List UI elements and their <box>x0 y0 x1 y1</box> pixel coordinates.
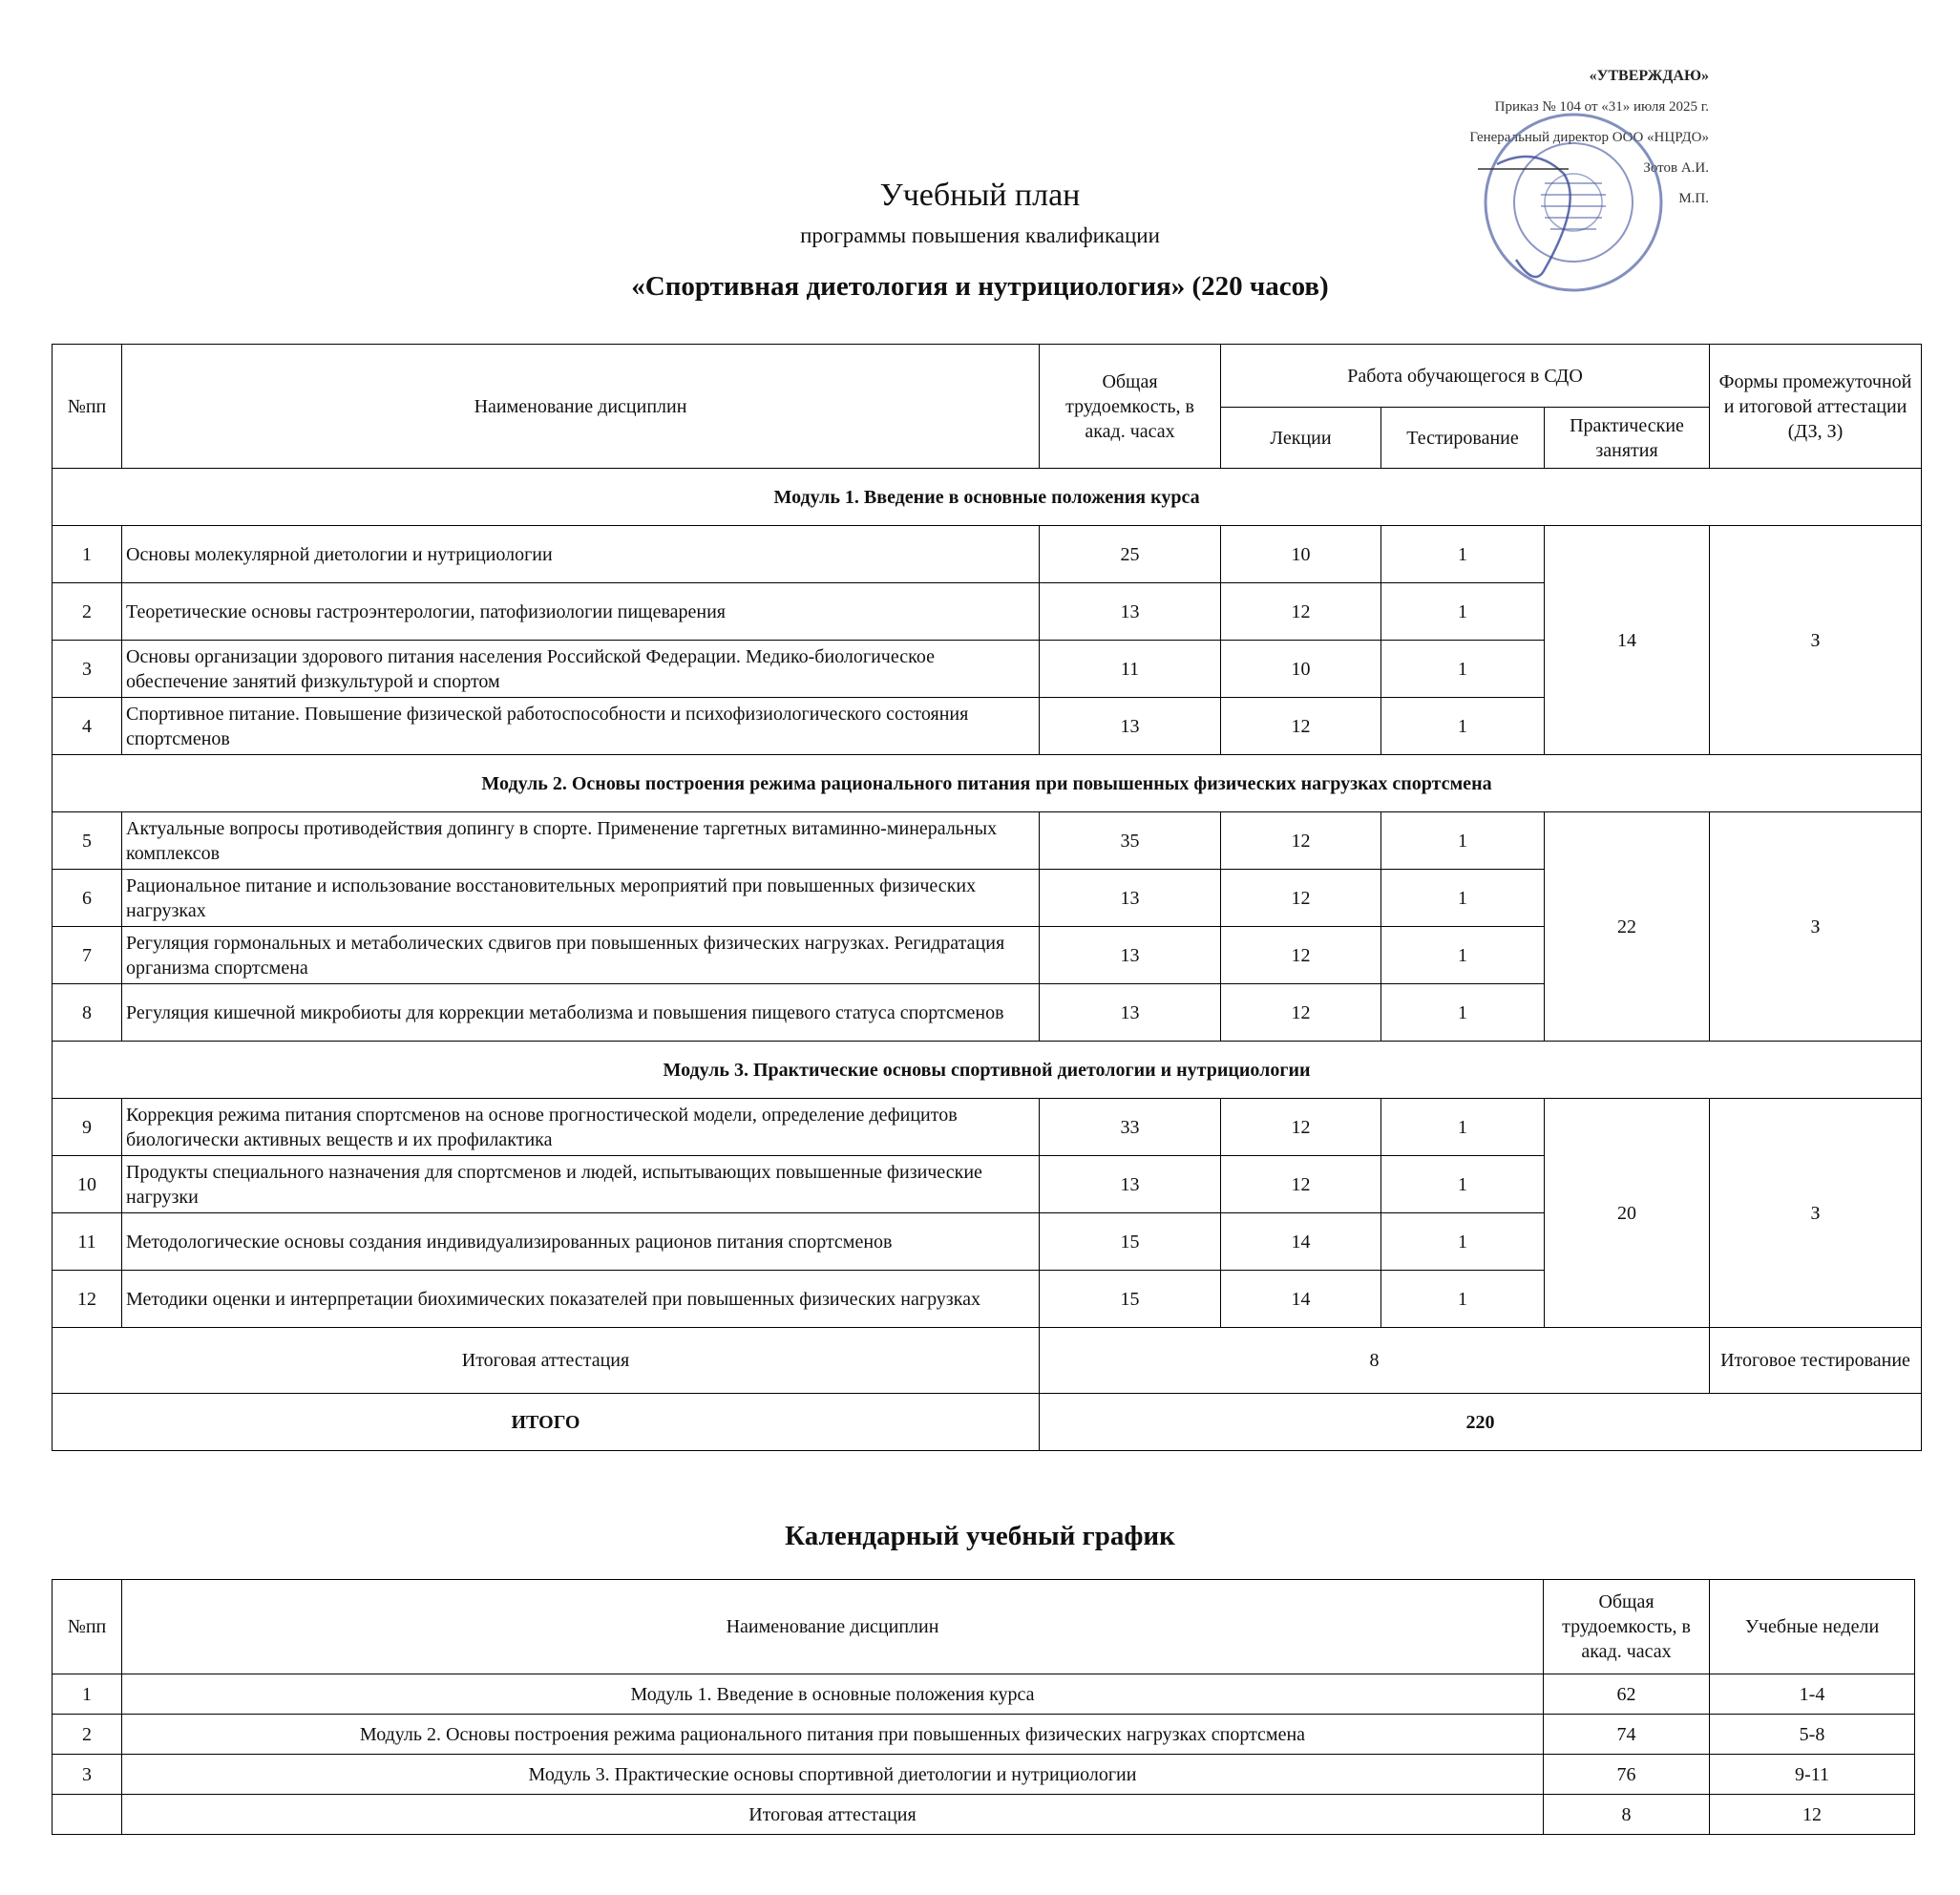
row-num: 7 <box>53 927 122 984</box>
row-total: 13 <box>1040 984 1221 1042</box>
total-row <box>53 1394 1922 1451</box>
row-num: 1 <box>53 526 122 583</box>
cal-row-name: Модуль 3. Практические основы спортивной диетологии и нутрициологии <box>122 1755 1544 1795</box>
row-lectures: 12 <box>1221 1099 1381 1156</box>
header-testing: Тестирование <box>1381 408 1545 469</box>
final-hours: 8 <box>1040 1328 1710 1394</box>
program-title: «Спортивная диетология и нутрициология» (220 часов) <box>631 271 1329 302</box>
row-total: 13 <box>1040 927 1221 984</box>
row-lectures: 14 <box>1221 1271 1381 1328</box>
cal-row-hours: 62 <box>1544 1674 1710 1715</box>
row-num: 10 <box>53 1156 122 1213</box>
row-testing: 1 <box>1381 583 1545 641</box>
row-total: 25 <box>1040 526 1221 583</box>
row-testing: 1 <box>1381 1099 1545 1156</box>
module-practice: 22 <box>1545 812 1710 1042</box>
row-total: 13 <box>1040 698 1221 755</box>
row-name: Регуляция кишечной микробиоты для коррекции метаболизма и повышения пищевого статуса спортсменов <box>122 984 1040 1042</box>
table-row <box>53 1755 1915 1795</box>
module-form: З <box>1710 812 1922 1042</box>
row-total: 13 <box>1040 1156 1221 1213</box>
table-row <box>53 812 1922 870</box>
row-lectures: 12 <box>1221 927 1381 984</box>
row-name: Основы организации здорового питания населения Российской Федерации. Медико-биологическое обеспечение занятий физкультурой и спортом <box>122 641 1040 698</box>
module-title: Модуль 2. Основы построения режима рационального питания при повышенных физических нагрузках спортсмена <box>53 755 1922 812</box>
module-form: З <box>1710 1099 1922 1328</box>
row-total: 15 <box>1040 1271 1221 1328</box>
row-testing: 1 <box>1381 641 1545 698</box>
cal-row-num: 1 <box>53 1674 122 1715</box>
final-row <box>53 1328 1922 1394</box>
row-lectures: 14 <box>1221 1213 1381 1271</box>
row-lectures: 12 <box>1221 1156 1381 1213</box>
row-total: 11 <box>1040 641 1221 698</box>
table-row <box>53 1795 1915 1835</box>
cal-row-num: 3 <box>53 1755 122 1795</box>
module-row <box>53 1042 1922 1099</box>
row-total: 13 <box>1040 583 1221 641</box>
row-num: 11 <box>53 1213 122 1271</box>
row-num: 9 <box>53 1099 122 1156</box>
row-name: Теоретические основы гастроэнтерологии, патофизиологии пищеварения <box>122 583 1040 641</box>
module-title: Модуль 3. Практические основы спортивной диетологии и нутрициологии <box>53 1042 1922 1099</box>
total-hours: 220 <box>1040 1394 1922 1451</box>
row-testing: 1 <box>1381 1156 1545 1213</box>
approval-order: Приказ № 104 от «31» июля 2025 г. <box>1494 99 1709 115</box>
row-name: Методики оценки и интерпретации биохимических показателей при повышенных физических нагрузках <box>122 1271 1040 1328</box>
row-testing: 1 <box>1381 984 1545 1042</box>
row-testing: 1 <box>1381 698 1545 755</box>
row-name: Методологические основы создания индивидуализированных рационов питания спортсменов <box>122 1213 1040 1271</box>
cal-header-name: Наименование дисциплин <box>122 1580 1544 1674</box>
row-testing: 1 <box>1381 870 1545 927</box>
header-work: Работа обучающегося в СДО <box>1221 345 1710 408</box>
row-testing: 1 <box>1381 1271 1545 1328</box>
row-testing: 1 <box>1381 526 1545 583</box>
module-form: З <box>1710 526 1922 755</box>
header-forms: Формы промежуточной и итоговой аттестации (ДЗ, З) <box>1710 345 1922 469</box>
table-row <box>53 1715 1915 1755</box>
cal-row-hours: 74 <box>1544 1715 1710 1755</box>
row-testing: 1 <box>1381 812 1545 870</box>
cal-row-weeks: 12 <box>1710 1795 1915 1835</box>
row-testing: 1 <box>1381 1213 1545 1271</box>
cal-row-name: Итоговая аттестация <box>122 1795 1544 1835</box>
row-total: 35 <box>1040 812 1221 870</box>
row-lectures: 10 <box>1221 526 1381 583</box>
module-row <box>53 469 1922 526</box>
row-total: 13 <box>1040 870 1221 927</box>
final-form: Итоговое тестирование <box>1710 1328 1922 1394</box>
cal-row-weeks: 5-8 <box>1710 1715 1915 1755</box>
approval-name: Зотов А.И. <box>1643 160 1709 176</box>
row-num: 4 <box>53 698 122 755</box>
row-lectures: 12 <box>1221 812 1381 870</box>
row-name: Регуляция гормональных и метаболических сдвигов при повышенных физических нагрузках. Регидратация организма спортсмена <box>122 927 1040 984</box>
table-row <box>53 1674 1915 1715</box>
row-name: Коррекция режима питания спортсменов на основе прогностической модели, определение дефицитов биологически активных веществ и их профилактика <box>122 1099 1040 1156</box>
row-num: 5 <box>53 812 122 870</box>
final-label: Итоговая аттестация <box>53 1328 1040 1394</box>
table-row <box>53 1099 1922 1156</box>
row-num: 8 <box>53 984 122 1042</box>
header-name: Наименование дисциплин <box>122 345 1040 469</box>
approval-seal: М.П. <box>1678 191 1709 206</box>
cal-row-num: 2 <box>53 1715 122 1755</box>
cal-row-name: Модуль 1. Введение в основные положения курса <box>122 1674 1544 1715</box>
row-num: 12 <box>53 1271 122 1328</box>
header-practice: Практические занятия <box>1545 408 1710 469</box>
row-num: 2 <box>53 583 122 641</box>
header-num: №пп <box>53 345 122 469</box>
table-row <box>53 526 1922 583</box>
module-title: Модуль 1. Введение в основные положения курса <box>53 469 1922 526</box>
module-practice: 14 <box>1545 526 1710 755</box>
cal-row-name: Модуль 2. Основы построения режима рационального питания при повышенных физических нагрузках спортсмена <box>122 1715 1544 1755</box>
row-lectures: 12 <box>1221 984 1381 1042</box>
row-lectures: 12 <box>1221 870 1381 927</box>
cal-row-weeks: 1-4 <box>1710 1674 1915 1715</box>
module-row <box>53 755 1922 812</box>
row-name: Продукты специального назначения для спортсменов и людей, испытывающих повышенные физические нагрузки <box>122 1156 1040 1213</box>
cal-row-hours: 8 <box>1544 1795 1710 1835</box>
cal-header-num: №пп <box>53 1580 122 1674</box>
row-lectures: 12 <box>1221 583 1381 641</box>
approval-title: «УТВЕРЖДАЮ» <box>1589 68 1709 84</box>
page-subtitle: программы повышения квалификации <box>800 223 1160 247</box>
row-lectures: 10 <box>1221 641 1381 698</box>
header-lectures: Лекции <box>1221 408 1381 469</box>
cal-row-weeks: 9-11 <box>1710 1755 1915 1795</box>
cal-row-num <box>53 1795 122 1835</box>
calendar-table <box>52 1579 1915 1835</box>
header-total: Общая трудоемкость, в акад. часах <box>1040 345 1221 469</box>
total-label: ИТОГО <box>53 1394 1040 1451</box>
row-total: 33 <box>1040 1099 1221 1156</box>
cal-header-weeks: Учебные недели <box>1710 1580 1915 1674</box>
row-total: 15 <box>1040 1213 1221 1271</box>
curriculum-table <box>52 344 1922 1451</box>
row-num: 3 <box>53 641 122 698</box>
row-name: Спортивное питание. Повышение физической работоспособности и психофизиологического состояния спортсменов <box>122 698 1040 755</box>
row-num: 6 <box>53 870 122 927</box>
row-name: Основы молекулярной диетологии и нутрициологии <box>122 526 1040 583</box>
row-name: Рациональное питание и использование восстановительных мероприятий при повышенных физических нагрузках <box>122 870 1040 927</box>
cal-row-hours: 76 <box>1544 1755 1710 1795</box>
row-testing: 1 <box>1381 927 1545 984</box>
cal-header-total: Общая трудоемкость, в акад. часах <box>1544 1580 1710 1674</box>
row-name: Актуальные вопросы противодействия допингу в спорте. Применение таргетных витаминно-минеральных комплексов <box>122 812 1040 870</box>
module-practice: 20 <box>1545 1099 1710 1328</box>
page-title: Учебный план <box>879 178 1081 213</box>
approval-position: Генеральный директор ООО «НЦРДО» <box>1469 130 1709 145</box>
row-lectures: 12 <box>1221 698 1381 755</box>
calendar-title: Календарный учебный график <box>785 1521 1175 1551</box>
